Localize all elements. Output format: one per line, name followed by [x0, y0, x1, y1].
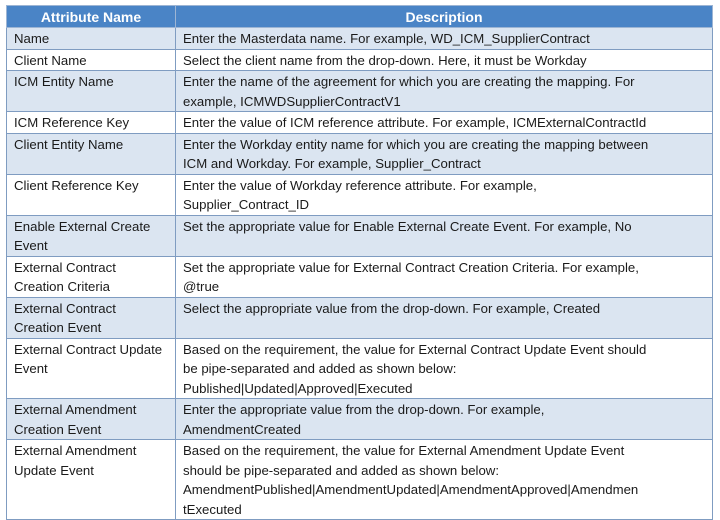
description-line: Based on the requirement, the value for External Amendment Update Event	[183, 443, 625, 458]
header-description: Description	[176, 6, 713, 28]
description-cell	[176, 440, 713, 520]
attribute-name-cell: Enable External Create Event	[7, 215, 176, 256]
description-line: Enter the value of ICM reference attribute. For example, ICMExternalContractId	[183, 115, 647, 130]
description-line: Select the client name from the drop-down. Here, it must be Workday	[183, 52, 587, 68]
table-row	[7, 215, 713, 256]
description-line: should be pipe-separated and added as shown below:	[183, 462, 499, 478]
table-header-row	[7, 6, 713, 28]
description-cell	[176, 215, 713, 256]
attribute-table	[6, 5, 713, 520]
attribute-table-container	[6, 5, 713, 520]
table-row	[7, 440, 713, 520]
table-row	[7, 338, 713, 399]
description-cell	[176, 297, 713, 338]
table-body	[7, 28, 713, 520]
table-row	[7, 49, 713, 71]
table-row	[7, 174, 713, 215]
description-line: Select the appropriate value from the drop-down. For example, Created	[183, 300, 601, 316]
description-cell	[176, 28, 713, 50]
attribute-name-cell: ICM Reference Key	[7, 112, 176, 134]
header-attribute-name: Attribute Name	[7, 6, 176, 28]
description-cell	[176, 71, 713, 112]
description-line: AmendmentCreated	[183, 421, 302, 437]
attribute-name-cell: External Amendment Creation Event	[7, 399, 176, 440]
description-cell	[176, 338, 713, 399]
description-line: Enter the appropriate value from the drop-down. For example,	[183, 402, 545, 417]
attribute-name-cell: External Amendment Update Event	[7, 440, 176, 520]
attribute-name-cell: Client Name	[7, 49, 176, 71]
attribute-name-cell: External Contract Update Event	[7, 338, 176, 399]
description-line: example, ICMWDSupplierContractV1	[183, 93, 401, 109]
description-cell	[176, 399, 713, 440]
table-row	[7, 28, 713, 50]
description-line: Set the appropriate value for External Contract Creation Criteria. For example,	[183, 259, 639, 275]
attribute-name-cell: ICM Entity Name	[7, 71, 176, 112]
description-line: AmendmentPublished|AmendmentUpdated|AmendmentApproved|Amendmen	[183, 482, 639, 497]
table-row	[7, 399, 713, 440]
description-cell	[176, 112, 713, 134]
table-row	[7, 112, 713, 134]
description-line: Set the appropriate value for Enable External Create Event. For example, No	[183, 218, 632, 234]
attribute-name-cell: External Contract Creation Criteria	[7, 256, 176, 297]
description-line: Enter the name of the agreement for which you are creating the mapping. For	[183, 74, 635, 89]
description-cell	[176, 256, 713, 297]
description-line: @true	[183, 279, 220, 294]
attribute-name-cell: Name	[7, 28, 176, 50]
description-line: Based on the requirement, the value for External Contract Update Event should	[183, 341, 647, 357]
description-line: Enter the value of Workday reference attribute. For example,	[183, 177, 537, 193]
table-row	[7, 297, 713, 338]
description-line: ICM and Workday. For example, Supplier_Contract	[183, 156, 481, 171]
table-row	[7, 256, 713, 297]
description-line: be pipe-separated and added as shown below:	[183, 361, 457, 376]
description-line: Supplier_Contract_ID	[183, 197, 310, 212]
attribute-name-cell: Client Entity Name	[7, 133, 176, 174]
description-line: Published|Updated|Approved|Executed	[183, 380, 413, 396]
description-line: Enter the Workday entity name for which you are creating the mapping between	[183, 136, 649, 152]
description-cell	[176, 133, 713, 174]
table-row	[7, 71, 713, 112]
description-line: tExecuted	[183, 501, 242, 517]
description-cell	[176, 174, 713, 215]
attribute-name-cell: Client Reference Key	[7, 174, 176, 215]
table-row	[7, 133, 713, 174]
description-line: Enter the Masterdata name. For example, WD_ICM_SupplierContract	[183, 31, 590, 46]
attribute-name-cell: External Contract Creation Event	[7, 297, 176, 338]
description-cell	[176, 49, 713, 71]
